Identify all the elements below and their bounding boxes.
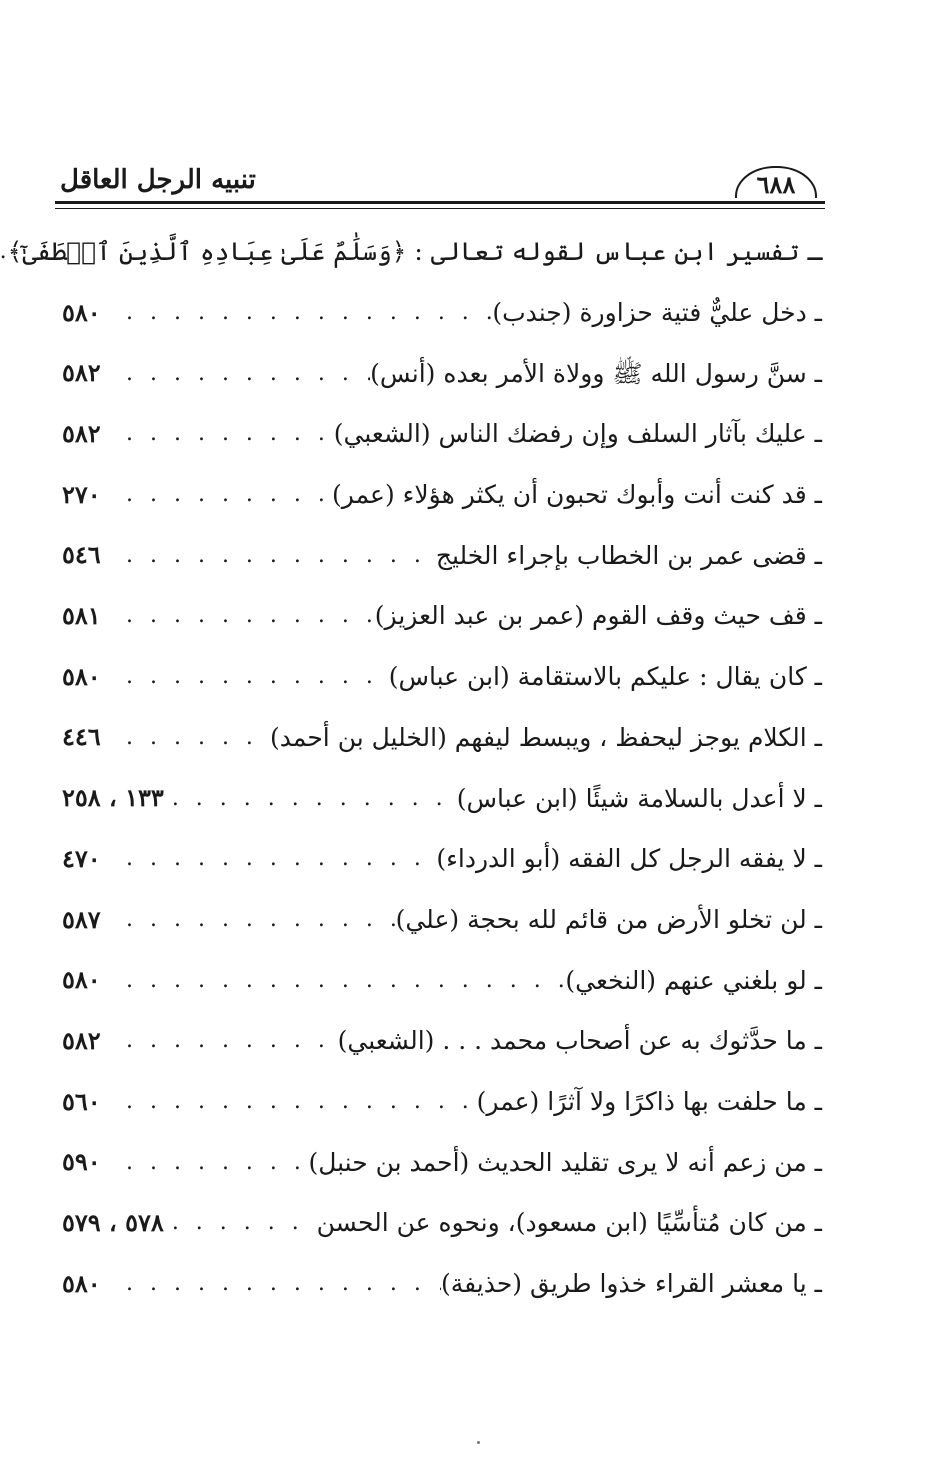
page-reference: ٥٨١ bbox=[62, 601, 101, 631]
entry-text: ـ عليك بآثار السلف وإن رفضك الناس (الشعبي) bbox=[333, 419, 822, 449]
index-entry bbox=[62, 708, 822, 769]
index-entry bbox=[62, 404, 822, 465]
dot-leader bbox=[118, 1091, 477, 1113]
page-reference: ٥٩٠ bbox=[62, 1147, 101, 1177]
page-reference: ٥٨٠ bbox=[62, 297, 101, 327]
page-reference: ٥٦٠ bbox=[62, 1086, 101, 1116]
entry-text: ـ لا يفقه الرجل كل الفقه (أبو الدرداء) bbox=[436, 844, 822, 874]
book-title: تنبيه الرجل العاقل bbox=[60, 165, 256, 195]
entry-text: ـ لا أعدل بالسلامة شيئًا (ابن عباس) bbox=[456, 783, 822, 813]
scan-speck bbox=[477, 1441, 480, 1444]
entry-text: ـ ما حدَّثوك به عن أصحاب محمد . . . (الشعبي) bbox=[337, 1026, 822, 1056]
dot-leader bbox=[118, 363, 370, 385]
page-reference: ٥٨٢ bbox=[62, 419, 101, 448]
entry-text: ـ تفسير ابن عباس لقوله تعالى : ﴿وَسَلَٰمٌ عَلَىٰ عِبَادِهِ ٱلَّذِينَ ٱصۡطَفَىٰٓ﴾ bbox=[7, 237, 822, 267]
index-entry bbox=[62, 1193, 822, 1254]
entry-text: ـ لن تخلو الأرض من قائم لله بحجة (علي) bbox=[395, 904, 822, 934]
page-reference: ٤٧٠ bbox=[62, 843, 101, 873]
page-reference: ٥٨٢ bbox=[62, 1025, 101, 1055]
index-entry bbox=[62, 647, 822, 708]
index-entry bbox=[62, 525, 822, 586]
page-reference: ٥٤٦ bbox=[62, 540, 101, 570]
dot-leader bbox=[164, 788, 457, 810]
entry-text: ـ كان يقال : عليكم بالاستقامة (ابن عباس) bbox=[388, 662, 822, 692]
dot-leader bbox=[118, 605, 375, 627]
dot-leader bbox=[164, 1212, 317, 1234]
index-entry bbox=[62, 1011, 822, 1072]
entry-text: ـ قف حيث وقف القوم (عمر بن عبد العزيز) bbox=[374, 601, 822, 631]
index-entry bbox=[62, 768, 822, 829]
dot-leader bbox=[118, 666, 389, 688]
dot-leader bbox=[118, 545, 436, 567]
entry-text: ـ سنَّ رسول الله ﷺ وولاة الأمر بعده (أنس) bbox=[370, 358, 822, 388]
dot-leader bbox=[118, 1273, 441, 1295]
index-entry bbox=[62, 586, 822, 647]
index-entry bbox=[62, 890, 822, 951]
index-entry bbox=[7, 222, 822, 283]
page-reference: ٥٧٨ ، ٥٧٩ bbox=[62, 1207, 164, 1237]
page-reference: ٥٨٧ bbox=[62, 904, 101, 934]
index-entry bbox=[62, 1254, 822, 1315]
page-reference: ١٣٣ ، ٢٥٨ bbox=[62, 783, 164, 813]
dot-leader bbox=[118, 909, 396, 931]
entry-text: ـ من زعم أنه لا يرى تقليد الحديث (أحمد بن حنبل) bbox=[308, 1147, 822, 1177]
entry-text: ـ يا معشر القراء خذوا طريق (حذيفة) bbox=[440, 1269, 822, 1299]
dot-leader bbox=[118, 727, 270, 749]
index-entry bbox=[62, 1072, 822, 1133]
page-reference: ٥٨٠ bbox=[62, 1268, 101, 1298]
dot-leader bbox=[118, 1152, 308, 1174]
dot-leader bbox=[0, 241, 8, 263]
entry-text: ـ من كان مُتأسِّيًا (ابن مسعود)، ونحوه عن الحسن bbox=[316, 1208, 822, 1238]
entry-text: ـ ما حلفت بها ذاكرًا ولا آثرًا (عمر) bbox=[476, 1086, 822, 1116]
index-list bbox=[7, 222, 822, 1314]
entry-text: ـ دخل عليٌّ فتية حزاورة (جندب) bbox=[492, 298, 822, 328]
dot-leader bbox=[118, 302, 492, 324]
index-entry bbox=[62, 1132, 822, 1193]
header-rule-thick bbox=[55, 201, 825, 204]
dot-leader bbox=[118, 970, 565, 992]
index-entry bbox=[62, 465, 822, 526]
entry-text: ـ لو بلغني عنهم (النخعي) bbox=[565, 965, 822, 995]
header-rule-thin bbox=[55, 208, 825, 209]
page-reference: ٥٨٠ bbox=[62, 965, 101, 995]
page-number: ٦٨٨ bbox=[735, 166, 817, 198]
page-reference: ٢٧٠ bbox=[62, 479, 101, 509]
dot-leader bbox=[118, 423, 334, 445]
index-entry bbox=[62, 950, 822, 1011]
index-entry bbox=[62, 283, 822, 344]
dot-leader bbox=[118, 848, 436, 870]
index-entry bbox=[62, 829, 822, 890]
dot-leader bbox=[118, 484, 332, 506]
entry-text: ـ قضى عمر بن الخطاب بإجراء الخليج bbox=[435, 540, 822, 570]
dot-leader bbox=[118, 1030, 338, 1052]
entry-text: ـ قد كنت أنت وأبوك تحبون أن يكثر هؤلاء (عمر) bbox=[332, 480, 822, 510]
page-header bbox=[55, 160, 820, 200]
page-reference: ٥٨٢ bbox=[62, 358, 101, 388]
index-entry bbox=[62, 343, 822, 404]
entry-text: ـ الكلام يوجز ليحفظ ، ويبسط ليفهم (الخليل بن أحمد) bbox=[270, 722, 822, 752]
page-reference: ٥٨٠ bbox=[62, 661, 101, 691]
page-reference: ٤٤٦ bbox=[62, 722, 101, 752]
